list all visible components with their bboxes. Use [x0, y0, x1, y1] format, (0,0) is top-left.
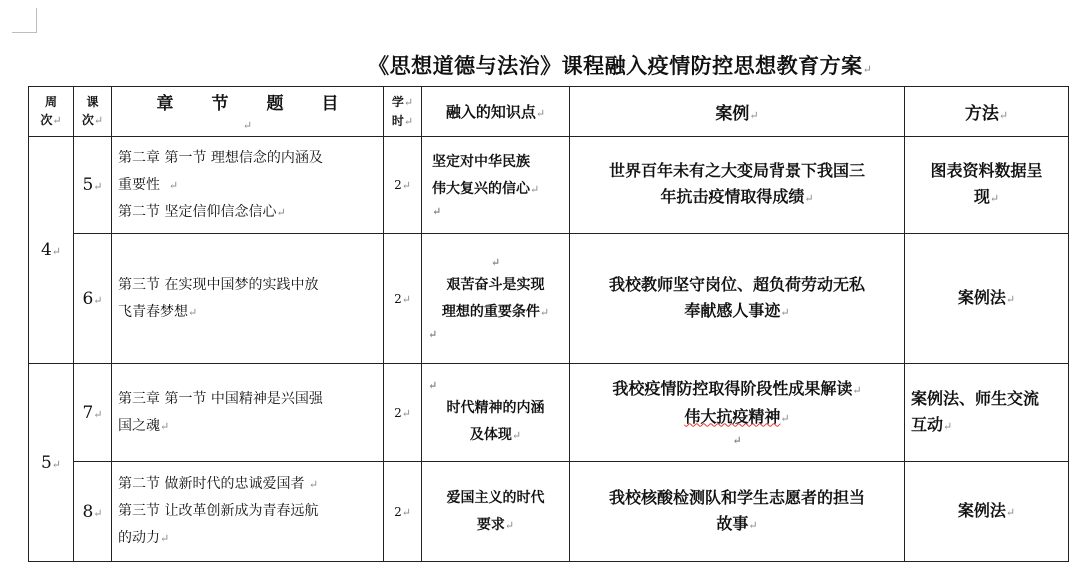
header-case: 案例↵: [570, 87, 905, 137]
header-hours: 学↵ 时↵: [384, 87, 422, 137]
chapter-cell: 第三节 在实现中国梦的实践中放 飞青春梦想↵: [112, 234, 384, 364]
header-chapter: 章节题目↵: [112, 87, 384, 137]
table-row: [29, 364, 1069, 462]
lesson-cell: 5↵: [74, 137, 112, 234]
method-cell: 案例法、师生交流 互动↵: [905, 364, 1069, 462]
method-cell: 图表资料数据呈 现↵: [905, 137, 1069, 234]
case-cell: 世界百年未有之大变局背景下我国三 年抗击疫情取得成绩↵: [570, 137, 905, 234]
hours-cell: 2↵: [384, 234, 422, 364]
week-cell: 5↵: [29, 364, 74, 562]
chapter-cell: 第二节 做新时代的忠诚爱国者 ↵ 第三节 让改革创新成为青春远航 的动力↵: [112, 462, 384, 562]
document-title: 《思想道德与法治》课程融入疫情防控思想教育方案↵: [368, 53, 872, 78]
hours-cell: 2↵: [384, 137, 422, 234]
header-week: 周 次↵: [29, 87, 74, 137]
header-row: [29, 87, 1069, 137]
curriculum-table: [28, 86, 1069, 562]
table-row: [29, 234, 1069, 364]
week-cell: 4↵: [29, 137, 74, 364]
case-cell: 我校核酸检测队和学生志愿者的担当 故事↵: [570, 462, 905, 562]
knowledge-cell: 爱国主义的时代 要求↵: [422, 462, 570, 562]
method-cell: 案例法↵: [905, 462, 1069, 562]
lesson-cell: 7↵: [74, 364, 112, 462]
lesson-cell: 6↵: [74, 234, 112, 364]
page-corner-mark: [12, 8, 37, 33]
table-row: [29, 137, 1069, 234]
table-row: [29, 462, 1069, 562]
method-cell: 案例法↵: [905, 234, 1069, 364]
hours-cell: 2↵: [384, 364, 422, 462]
header-knowledge: 融入的知识点↵: [422, 87, 570, 137]
knowledge-cell: 坚定对中华民族 伟大复兴的信心↵ ↵: [422, 137, 570, 234]
hours-cell: 2↵: [384, 462, 422, 562]
chapter-cell: 第三章 第一节 中国精神是兴国强 国之魂↵: [112, 364, 384, 462]
header-lesson: 课 次↵: [74, 87, 112, 137]
knowledge-cell: ↵ 艰苦奋斗是实现 理想的重要条件↵ ↵: [422, 234, 570, 364]
lesson-cell: 8↵: [74, 462, 112, 562]
chapter-cell: 第二章 第一节 理想信念的内涵及 重要性 ↵ 第二节 坚定信仰信念信心↵: [112, 137, 384, 234]
case-cell: 我校教师坚守岗位、超负荷劳动无私 奉献感人事迹↵: [570, 234, 905, 364]
case-cell: 我校疫情防控取得阶段性成果解读↵ 伟大抗疫精神↵ ↵: [570, 364, 905, 462]
header-method: 方法↵: [905, 87, 1069, 137]
knowledge-cell: ↵ 时代精神的内涵 及体现↵: [422, 364, 570, 462]
